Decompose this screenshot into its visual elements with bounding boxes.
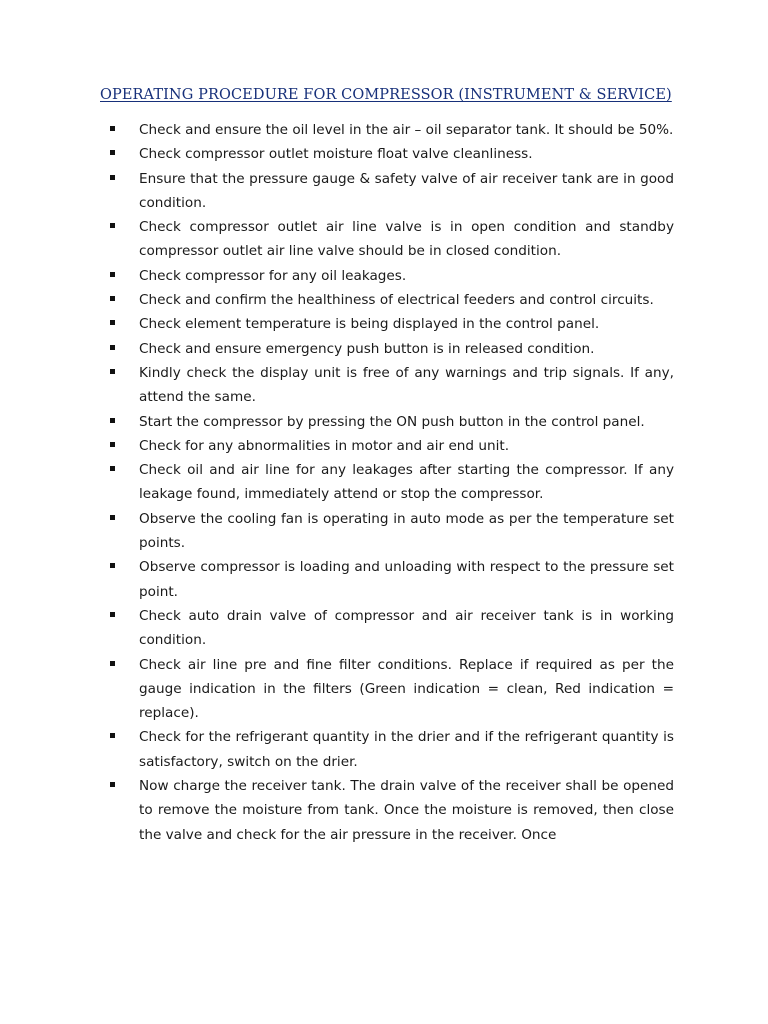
procedure-list <box>108 118 674 847</box>
list-item <box>108 507 674 556</box>
list-item <box>108 604 674 653</box>
square-bullet-icon <box>108 458 139 482</box>
square-bullet-icon <box>108 507 139 531</box>
list-item-text: Kindly check the display unit is free of any warnings and trip signals. If any, attend the same. <box>139 364 674 406</box>
list-item-text: Check compressor outlet air line valve is in open condition and standby compressor outlet air line valve should be in closed condition. <box>139 219 674 260</box>
list-item-text: Check oil and air line for any leakages after starting the compressor. If any leakage found, immediately attend or stop the compressor. <box>139 462 674 503</box>
list-item-text: Check compressor for any oil leakages. <box>139 267 407 284</box>
square-bullet-icon <box>108 142 139 166</box>
square-bullet-icon <box>108 337 139 361</box>
square-bullet-icon <box>108 774 139 798</box>
list-item-text: Check for the refrigerant quantity in the drier and if the refrigerant quantity is satisfactory, switch on the drier. <box>139 729 674 770</box>
square-bullet-icon <box>108 288 139 312</box>
list-item-text: Start the compressor by pressing the ON push button in the control panel. <box>139 413 645 430</box>
list-item <box>108 725 674 774</box>
list-item-text: Check for any abnormalities in motor and air end unit. <box>139 437 510 454</box>
list-item <box>108 142 674 166</box>
square-bullet-icon <box>108 555 139 579</box>
list-item <box>108 434 674 458</box>
square-bullet-icon <box>108 725 139 749</box>
list-item-text: Check air line pre and fine filter conditions. Replace if required as per the gauge indication in the filters (Green indication = clean, Red indication = replace). <box>139 656 674 722</box>
square-bullet-icon <box>108 361 139 385</box>
list-item-text: Observe compressor is loading and unloading with respect to the pressure set point. <box>139 559 674 600</box>
list-item <box>108 410 674 434</box>
square-bullet-icon <box>108 410 139 434</box>
list-item-text: Check and ensure emergency push button is in released condition. <box>139 340 595 357</box>
list-item-text: Check compressor outlet moisture float valve cleanliness. <box>139 146 533 163</box>
list-item-text: Check auto drain valve of compressor and air receiver tank is in working condition. <box>139 607 674 649</box>
list-item <box>108 312 674 336</box>
square-bullet-icon <box>108 264 139 288</box>
list-item <box>108 774 674 847</box>
square-bullet-icon <box>108 653 139 677</box>
list-item <box>108 215 674 264</box>
square-bullet-icon <box>108 118 139 142</box>
list-item-text: Check element temperature is being displayed in the control panel. <box>139 316 600 333</box>
square-bullet-icon <box>108 604 139 628</box>
square-bullet-icon <box>108 312 139 336</box>
list-item <box>108 264 674 288</box>
list-item <box>108 337 674 361</box>
square-bullet-icon <box>108 167 139 191</box>
list-item <box>108 167 674 216</box>
list-item <box>108 555 674 604</box>
list-item <box>108 458 674 507</box>
list-item-text: Observe the cooling fan is operating in auto mode as per the temperature set points. <box>139 510 674 552</box>
square-bullet-icon <box>108 215 139 239</box>
list-item <box>108 653 674 726</box>
list-item-text: Now charge the receiver tank. The drain valve of the receiver shall be opened to remove the moisture from tank. Once the moisture is removed, then close the valve and check for the air pressure in the receiver. Once <box>139 778 674 843</box>
list-item-text: Check and confirm the healthiness of electrical feeders and control circuits. <box>139 292 654 309</box>
square-bullet-icon <box>108 434 139 458</box>
list-item <box>108 118 674 142</box>
list-item <box>108 288 674 312</box>
page-title: OPERATING PROCEDURE FOR COMPRESSOR (INSTRUMENT & SERVICE) <box>100 87 672 103</box>
list-item-text: Ensure that the pressure gauge & safety valve of air receiver tank are in good condition. <box>139 170 674 211</box>
list-item-text: Check and ensure the oil level in the air – oil separator tank. It should be 50%. <box>139 122 674 138</box>
list-item <box>108 361 674 410</box>
